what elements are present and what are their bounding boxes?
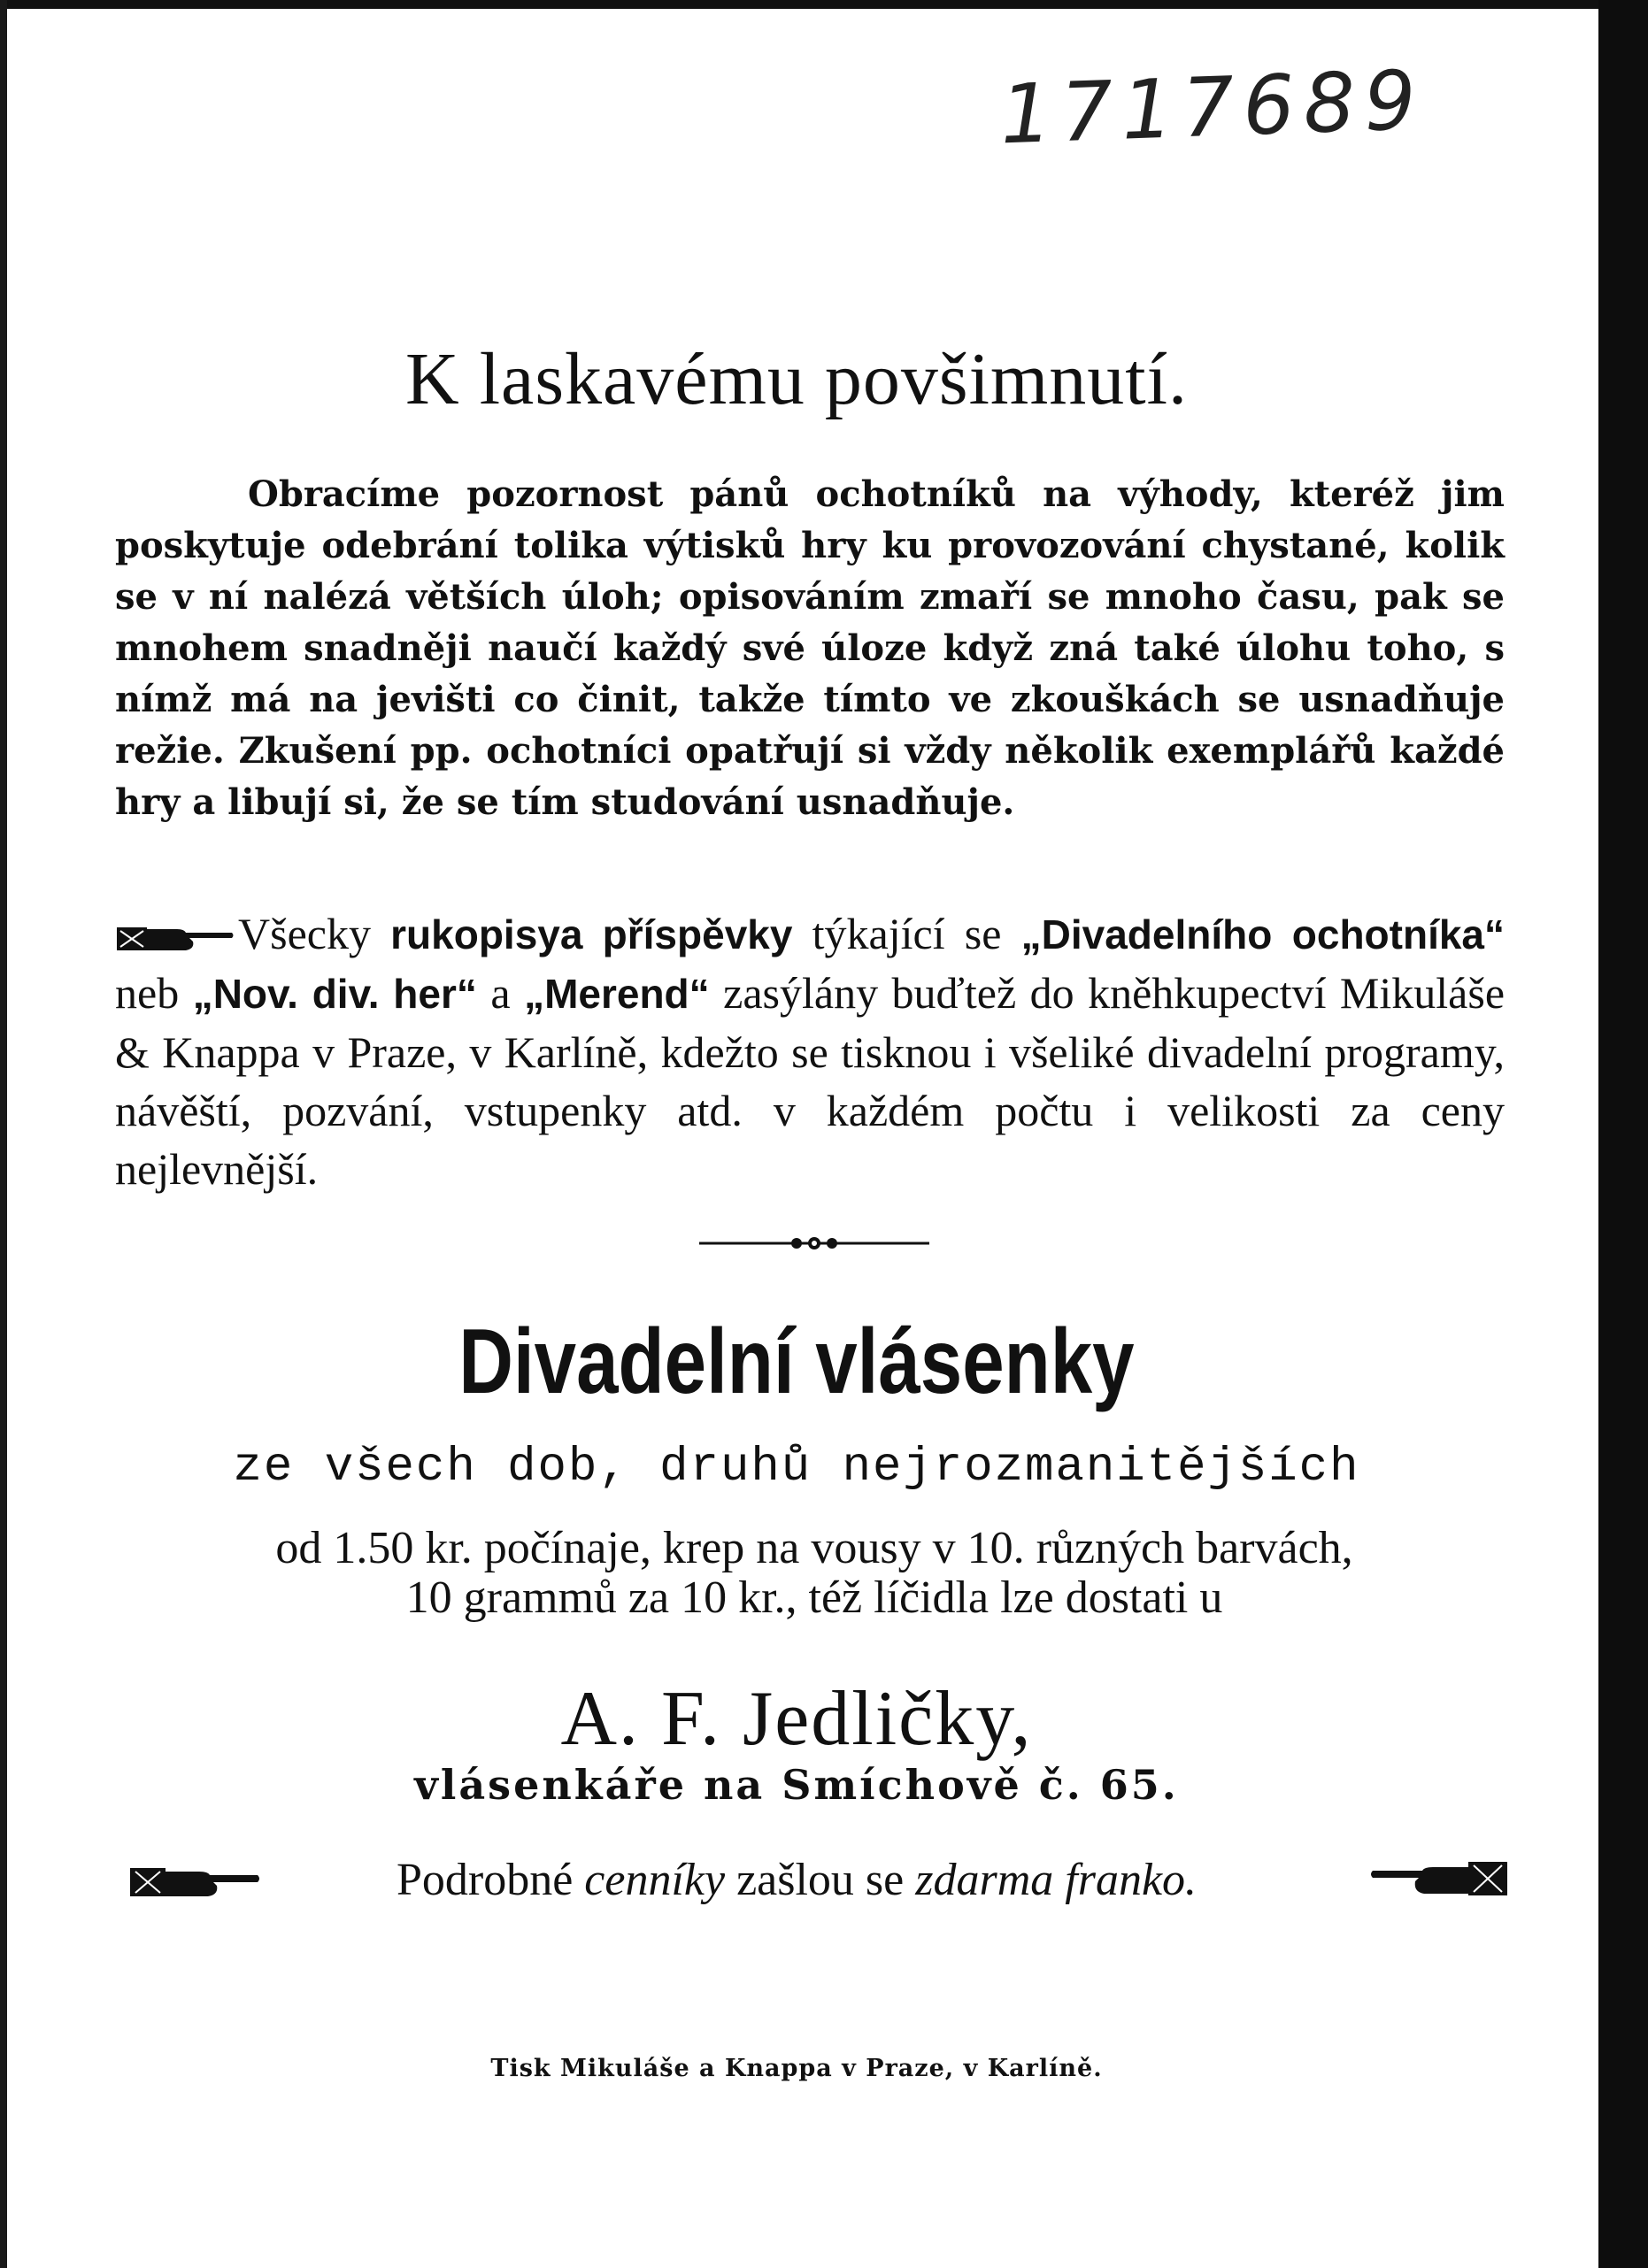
pointing-hand-left-icon [1367,1857,1509,1901]
submissions-and-1: a [559,911,583,957]
page-title: K laskavému povšimnutí. [405,338,1188,420]
catalog-text-2: zašlou se [736,1855,905,1905]
submissions-contributions: příspěvky [602,911,793,957]
printer-imprint: Tisk Mikuláše a Knappa v Praze, v Karlíně. [490,2055,1103,2082]
submissions-paragraph [115,904,1505,1198]
wigs-price-line-2: 10 grammů za 10 kr., též líčidla lze dostati u [405,1572,1223,1623]
ornamental-divider [699,1230,929,1257]
submissions-text-2: týkající se [812,909,1002,958]
submissions-manuscripts: rukopisy [390,911,560,957]
submissions-nov-div-her: „Nov. div. her“ [192,971,477,1017]
wigs-price [124,1524,1505,1623]
submissions-merend: „Merend“ [524,971,710,1017]
wigs-subtitle: ze všech dob, druhů nejrozmanitějších [233,1441,1360,1495]
catalog-free: zdarma franko. [915,1855,1197,1905]
submissions-text-4: zasýlány buďtež do kněhkupectví Mikuláše & Knappa v Praze, v Karlíně, kdežto se tisknou i všeliké divadelní programy, návěští, pozvání, vstupenky atd. v každém počtu i velikosti za ceny nejlevnější. [115,968,1506,1194]
catalog-text-1: Podrobné [396,1855,574,1905]
notice-paragraph: Obracíme pozornost pánů ochotníků na výhody, kteréž jim poskytuje odebrání tolika výtisků hry ku provozování chystané, kolik se v ní nalézá větších úloh; opisováním zmaří se mnoho času, pak se mnohem snadněji naučí každý své úloze když zná také úlohu toho, s nímž má na jevišti co činit, takže tímto ve zkouškách se usnadňuje režie. Zkušení pp. ochotníci opatřují si vždy několik exemplářů každé hry a libují si, že se tím studování usnadňuje. [115,473,1505,823]
catalog-line [0,1854,1593,1906]
merchant-address: vlásenkáře na Smíchově č. 65. [414,1761,1179,1809]
handwritten-number: 1717689 [998,52,1427,163]
submissions-text-3: neb [115,968,180,1018]
wigs-title: Divadelní vlásenky [458,1311,1135,1413]
submissions-and-2: a [490,968,511,1018]
wigs-price-line-1: od 1.50 kr. počínaje, krep na vousy v 10. různých barvách, [275,1523,1353,1573]
submissions-text-1: Všecky [238,909,371,958]
submissions-divadelni-ochotnik: „Divadelního ochotníka“ [1020,911,1506,957]
catalog-price-lists: cenníky [584,1855,726,1905]
merchant-name: A. F. Jedličky, [560,1676,1033,1762]
scan-edge-top [0,0,1648,9]
pointing-hand-icon [115,922,235,956]
scan-edge-right [1598,0,1648,2268]
